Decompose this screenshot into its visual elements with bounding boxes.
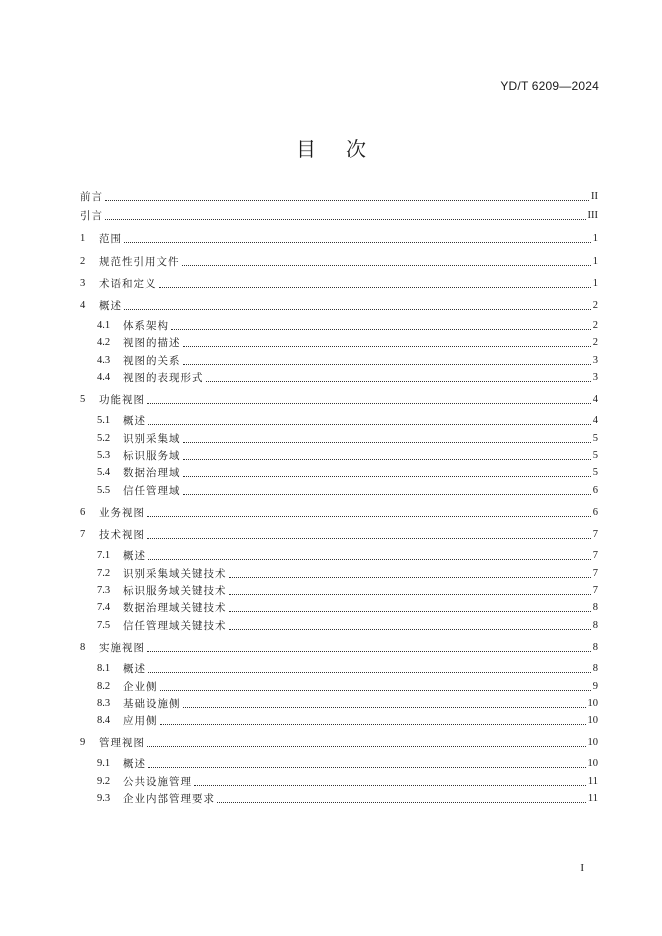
toc-entry[interactable] bbox=[80, 254, 598, 270]
toc-entry-label: 技术视图 bbox=[99, 529, 145, 541]
page-title: 目次 bbox=[296, 137, 396, 161]
toc-entry[interactable] bbox=[80, 231, 598, 247]
toc-entry-label: 概述 bbox=[123, 550, 146, 562]
toc-dot-leader bbox=[194, 784, 586, 786]
toc-dot-leader bbox=[183, 475, 591, 477]
toc-entry-label: 概述 bbox=[123, 663, 146, 675]
toc-entry-label: 概述 bbox=[99, 300, 122, 312]
toc-entry-page: 2 bbox=[592, 337, 598, 348]
toc-entry-label: 实施视图 bbox=[99, 642, 145, 654]
toc-entry-page: 10 bbox=[587, 698, 598, 709]
toc-entry-number: 4.1 bbox=[97, 320, 111, 331]
toc-dot-leader bbox=[147, 537, 591, 539]
toc-dot-leader bbox=[183, 493, 591, 495]
toc-entry[interactable] bbox=[97, 335, 598, 351]
toc-entry[interactable] bbox=[97, 713, 598, 729]
toc-entry[interactable] bbox=[97, 566, 598, 582]
toc-entry-page: 4 bbox=[592, 394, 598, 405]
toc-dot-leader bbox=[148, 766, 586, 768]
toc-entry-page: 6 bbox=[592, 485, 598, 496]
toc-entry[interactable] bbox=[97, 696, 598, 712]
toc-entry-label: 业务视图 bbox=[99, 507, 145, 519]
toc-entry-label: 管理视图 bbox=[99, 737, 145, 749]
toc-entry-label: 前言 bbox=[80, 191, 103, 203]
toc-dot-leader bbox=[105, 218, 586, 220]
toc-entry-label: 视图的描述 bbox=[123, 337, 181, 349]
toc-entry[interactable] bbox=[97, 774, 598, 790]
toc-entry[interactable] bbox=[97, 483, 598, 499]
toc-dot-leader bbox=[183, 706, 586, 708]
toc-dot-leader bbox=[147, 515, 591, 517]
toc-entry-page: 8 bbox=[592, 602, 598, 613]
toc-entry-label: 概述 bbox=[123, 758, 146, 770]
toc-entry-page: 1 bbox=[592, 278, 598, 289]
toc-entry-number: 2 bbox=[80, 256, 86, 267]
toc-entry-page: 8 bbox=[592, 620, 598, 631]
toc-dot-leader bbox=[147, 650, 591, 652]
toc-dot-leader bbox=[124, 308, 591, 310]
toc-entry-page: 11 bbox=[587, 793, 598, 804]
toc-entry[interactable] bbox=[97, 756, 598, 772]
toc-entry-label: 数据治理域 bbox=[123, 467, 181, 479]
toc-entry-label: 视图的表现形式 bbox=[123, 372, 204, 384]
toc-entry-page: 7 bbox=[592, 529, 598, 540]
toc-entry-number: 8.1 bbox=[97, 663, 111, 674]
toc-entry-page: 7 bbox=[592, 550, 598, 561]
toc-dot-leader bbox=[147, 745, 586, 747]
toc-entry-page: 7 bbox=[592, 585, 598, 596]
toc-dot-leader bbox=[148, 423, 591, 425]
toc-dot-leader bbox=[183, 458, 591, 460]
toc-entry-number: 7.3 bbox=[97, 585, 111, 596]
toc-dot-leader bbox=[148, 558, 591, 560]
toc-entry-number: 5.3 bbox=[97, 450, 111, 461]
toc-entry-number: 8 bbox=[80, 642, 86, 653]
standard-number: YD/T 6209—2024 bbox=[500, 79, 599, 93]
toc-dot-leader bbox=[183, 363, 591, 365]
toc-entry-label: 基础设施侧 bbox=[123, 698, 181, 710]
toc-entry-label: 规范性引用文件 bbox=[99, 256, 180, 268]
toc-entry-label: 公共设施管理 bbox=[123, 776, 192, 788]
toc-entry-label: 应用侧 bbox=[123, 715, 158, 727]
toc-entry-page: 6 bbox=[592, 507, 598, 518]
toc-dot-leader bbox=[124, 241, 591, 243]
toc-dot-leader bbox=[229, 628, 591, 630]
toc-entry-number: 8.4 bbox=[97, 715, 111, 726]
toc-entry-page: 3 bbox=[592, 355, 598, 366]
toc-entry[interactable] bbox=[97, 353, 598, 369]
toc-entry-label: 企业侧 bbox=[123, 681, 158, 693]
page-number: I bbox=[580, 862, 584, 874]
toc-entry[interactable] bbox=[80, 735, 598, 751]
toc-entry-label: 识别采集域关键技术 bbox=[123, 568, 227, 580]
toc-entry-number: 5.5 bbox=[97, 485, 111, 496]
toc-entry-label: 识别采集域 bbox=[123, 433, 181, 445]
toc-entry-label: 功能视图 bbox=[99, 394, 145, 406]
toc-entry-number: 9.3 bbox=[97, 793, 111, 804]
toc-entry[interactable] bbox=[97, 679, 598, 695]
toc-dot-leader bbox=[159, 286, 591, 288]
toc-entry-number: 4.4 bbox=[97, 372, 111, 383]
toc-entry[interactable] bbox=[80, 276, 598, 292]
toc-entry[interactable] bbox=[80, 298, 598, 314]
toc-entry[interactable] bbox=[97, 370, 598, 386]
toc-entry-label: 体系架构 bbox=[123, 320, 169, 332]
toc-entry-page: 2 bbox=[592, 320, 598, 331]
toc-entry-page: 3 bbox=[592, 372, 598, 383]
toc-entry-number: 3 bbox=[80, 278, 86, 289]
toc-entry-number: 4.2 bbox=[97, 337, 111, 348]
toc-dot-leader bbox=[183, 441, 591, 443]
toc-entry[interactable] bbox=[80, 208, 598, 224]
toc-entry-number: 7.1 bbox=[97, 550, 111, 561]
toc-entry-page: II bbox=[591, 191, 598, 202]
toc-entry[interactable] bbox=[80, 189, 598, 205]
toc-dot-leader bbox=[147, 402, 591, 404]
toc-entry-page: 1 bbox=[592, 233, 598, 244]
toc-entry-page: 8 bbox=[592, 642, 598, 653]
toc-entry-number: 9 bbox=[80, 737, 86, 748]
toc-entry-number: 7.5 bbox=[97, 620, 111, 631]
toc-dot-leader bbox=[206, 380, 591, 382]
toc-entry-page: 11 bbox=[587, 776, 598, 787]
toc-entry-number: 5.1 bbox=[97, 415, 111, 426]
toc-dot-leader bbox=[171, 328, 591, 330]
toc-entry-label: 术语和定义 bbox=[99, 278, 157, 290]
toc-dot-leader bbox=[229, 593, 591, 595]
toc-entry-page: 7 bbox=[592, 568, 598, 579]
toc-entry-number: 5.4 bbox=[97, 467, 111, 478]
toc-entry-page: 10 bbox=[587, 737, 598, 748]
toc-entry[interactable] bbox=[97, 618, 598, 634]
toc-entry-label: 视图的关系 bbox=[123, 355, 181, 367]
toc-entry-number: 8.3 bbox=[97, 698, 111, 709]
toc-entry-page: 8 bbox=[592, 663, 598, 674]
toc-entry-number: 7 bbox=[80, 529, 86, 540]
toc-entry-page: 2 bbox=[592, 300, 598, 311]
toc-entry-label: 范围 bbox=[99, 233, 122, 245]
toc-entry[interactable] bbox=[97, 548, 598, 564]
toc-dot-leader bbox=[229, 576, 591, 578]
toc-entry[interactable] bbox=[97, 600, 598, 616]
toc-entry[interactable] bbox=[97, 413, 598, 429]
toc-entry-page: 5 bbox=[592, 433, 598, 444]
toc-entry-page: 4 bbox=[592, 415, 598, 426]
toc-entry[interactable] bbox=[97, 583, 598, 599]
toc-entry[interactable] bbox=[80, 392, 598, 408]
toc-entry-number: 8.2 bbox=[97, 681, 111, 692]
toc-entry[interactable] bbox=[80, 527, 598, 543]
toc-entry-label: 引言 bbox=[80, 210, 103, 222]
toc-entry[interactable] bbox=[97, 791, 598, 807]
toc-entry-page: 10 bbox=[587, 758, 598, 769]
toc-entry-label: 标识服务域关键技术 bbox=[123, 585, 227, 597]
toc-entry-label: 数据治理域关键技术 bbox=[123, 602, 227, 614]
toc-dot-leader bbox=[182, 264, 591, 266]
toc-entry-number: 9.2 bbox=[97, 776, 111, 787]
toc-dot-leader bbox=[105, 199, 589, 201]
toc-entry-label: 概述 bbox=[123, 415, 146, 427]
toc-entry-label: 信任管理域 bbox=[123, 485, 181, 497]
toc-entry-page: 5 bbox=[592, 467, 598, 478]
toc-entry-label: 标识服务域 bbox=[123, 450, 181, 462]
toc-entry-number: 4 bbox=[80, 300, 86, 311]
toc-entry[interactable] bbox=[80, 640, 598, 656]
toc-entry-page: 5 bbox=[592, 450, 598, 461]
toc-dot-leader bbox=[160, 723, 586, 725]
toc-dot-leader bbox=[160, 689, 591, 691]
toc-entry[interactable] bbox=[97, 465, 598, 481]
toc-dot-leader bbox=[148, 671, 591, 673]
toc-entry-number: 1 bbox=[80, 233, 86, 244]
toc-entry-page: III bbox=[587, 210, 598, 221]
toc-entry[interactable] bbox=[97, 448, 598, 464]
toc-entry-number: 4.3 bbox=[97, 355, 111, 366]
toc-dot-leader bbox=[217, 801, 586, 803]
toc-entry-number: 5 bbox=[80, 394, 86, 405]
toc-entry[interactable] bbox=[97, 431, 598, 447]
toc-entry[interactable] bbox=[97, 318, 598, 334]
toc-entry-page: 1 bbox=[592, 256, 598, 267]
toc-dot-leader bbox=[229, 610, 591, 612]
toc-entry-number: 7.4 bbox=[97, 602, 111, 613]
toc-entry-label: 企业内部管理要求 bbox=[123, 793, 215, 805]
toc-entry-number: 5.2 bbox=[97, 433, 111, 444]
toc-entry[interactable] bbox=[97, 661, 598, 677]
toc-entry[interactable] bbox=[80, 505, 598, 521]
toc-entry-number: 9.1 bbox=[97, 758, 111, 769]
toc-entry-number: 6 bbox=[80, 507, 86, 518]
toc-dot-leader bbox=[183, 345, 591, 347]
toc-entry-label: 信任管理域关键技术 bbox=[123, 620, 227, 632]
toc-entry-page: 9 bbox=[592, 681, 598, 692]
toc-entry-number: 7.2 bbox=[97, 568, 111, 579]
toc-entry-page: 10 bbox=[587, 715, 598, 726]
